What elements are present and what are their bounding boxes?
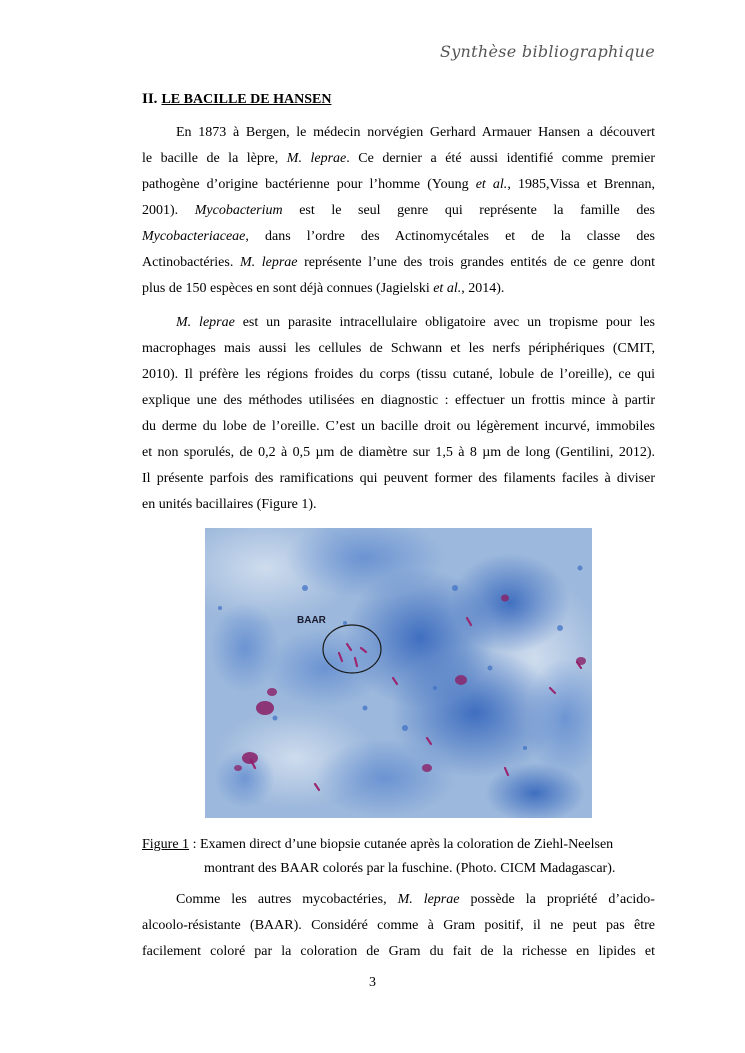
text-line: 2001). Mycobacterium est le seul genre qui représente la famille des	[142, 203, 655, 218]
text-line: et non sporulés, de 0,2 à 0,5 µm de diamètre sur 1,5 à 8 µm de long (Gentilini, 2012).	[142, 445, 655, 460]
microscopy-image	[205, 528, 592, 818]
text-line: En 1873 à Bergen, le médecin norvégien Gerhard Armauer Hansen a découvert	[176, 125, 655, 140]
figure-caption	[142, 833, 655, 881]
citation-etal: et al.	[475, 177, 508, 192]
text-line: du derme du lobe de l’oreille. C’est un bacille droit ou légèrement incurvé, immobiles	[142, 419, 655, 434]
text-line: 2010). Il préfère les régions froides du corps (tissu cutané, lobule de l’oreille), ce qui	[142, 367, 655, 382]
text-line: explique une des méthodes utilisées en diagnostic : effectuer un frottis mince à partir	[142, 393, 655, 408]
running-header: Synthèse bibliographique	[439, 42, 655, 61]
genus-name: Mycobacterium	[194, 203, 283, 218]
caption-line: montrant des BAAR colorés par la fuschine. (Photo. CICM Madagascar).	[204, 861, 616, 876]
section-title-text: LE BACILLE DE HANSEN	[161, 92, 332, 107]
text-line: M. leprae est un parasite intracellulaire obligatoire avec un tropisme pour les	[176, 315, 656, 330]
figure-label: Figure 1	[142, 837, 190, 852]
species-name: M. leprae	[176, 315, 235, 330]
section-title	[142, 91, 331, 108]
text-line: macrophages mais aussi les cellules de Schwann et les nerfs périphériques (CMIT,	[142, 341, 655, 356]
text-line: pathogène d’origine bactérienne pour l’homme (Young et al., 1985,Vissa et Brennan,	[142, 177, 655, 192]
text-line: Actinobactéries. M. leprae représente l’une des trois grandes entités de ce genre dont	[142, 255, 655, 270]
text-line: facilement coloré par la coloration de Gram du fait de la richesse en lipides et	[142, 944, 655, 959]
text-line: Mycobacteriaceae, dans l’ordre des Actinomycétales et de la classe des	[142, 229, 655, 244]
caption-line: Figure 1 : Examen direct d’une biopsie cutanée après la coloration de Ziehl-Neelsen	[142, 837, 614, 852]
species-name: M. leprae	[286, 151, 347, 166]
baar-label: BAAR	[297, 615, 326, 626]
citation-etal: et al.	[433, 281, 462, 296]
family-name: Mycobacteriaceae	[142, 229, 246, 244]
paragraph-discovery	[142, 120, 655, 302]
text-line: le bacille de la lèpre, M. leprae. Ce dernier a été aussi identifié comme premier	[142, 151, 655, 166]
page-number: 3	[369, 975, 376, 990]
microscopy-figure	[205, 528, 592, 818]
section-number: II.	[142, 91, 158, 107]
species-name: M. leprae	[397, 892, 460, 907]
species-name: M. leprae	[239, 255, 298, 270]
text-line: alcoolo-résistante (BAAR). Considéré comme à Gram positif, il ne peut pas être	[142, 918, 655, 933]
text-line: Il présente parfois des ramifications qui peuvent former des filaments faciles à diviser	[142, 471, 655, 486]
text-line: en unités bacillaires (Figure 1).	[142, 497, 317, 512]
text-line: plus de 150 espèces en sont déjà connues (Jagielski et al., 2014).	[142, 281, 505, 296]
paragraph-acid-fast	[142, 887, 655, 965]
text-line: Comme les autres mycobactéries, M. leprae possède la propriété d’acido-	[176, 892, 655, 907]
paragraph-characteristics	[142, 310, 655, 518]
